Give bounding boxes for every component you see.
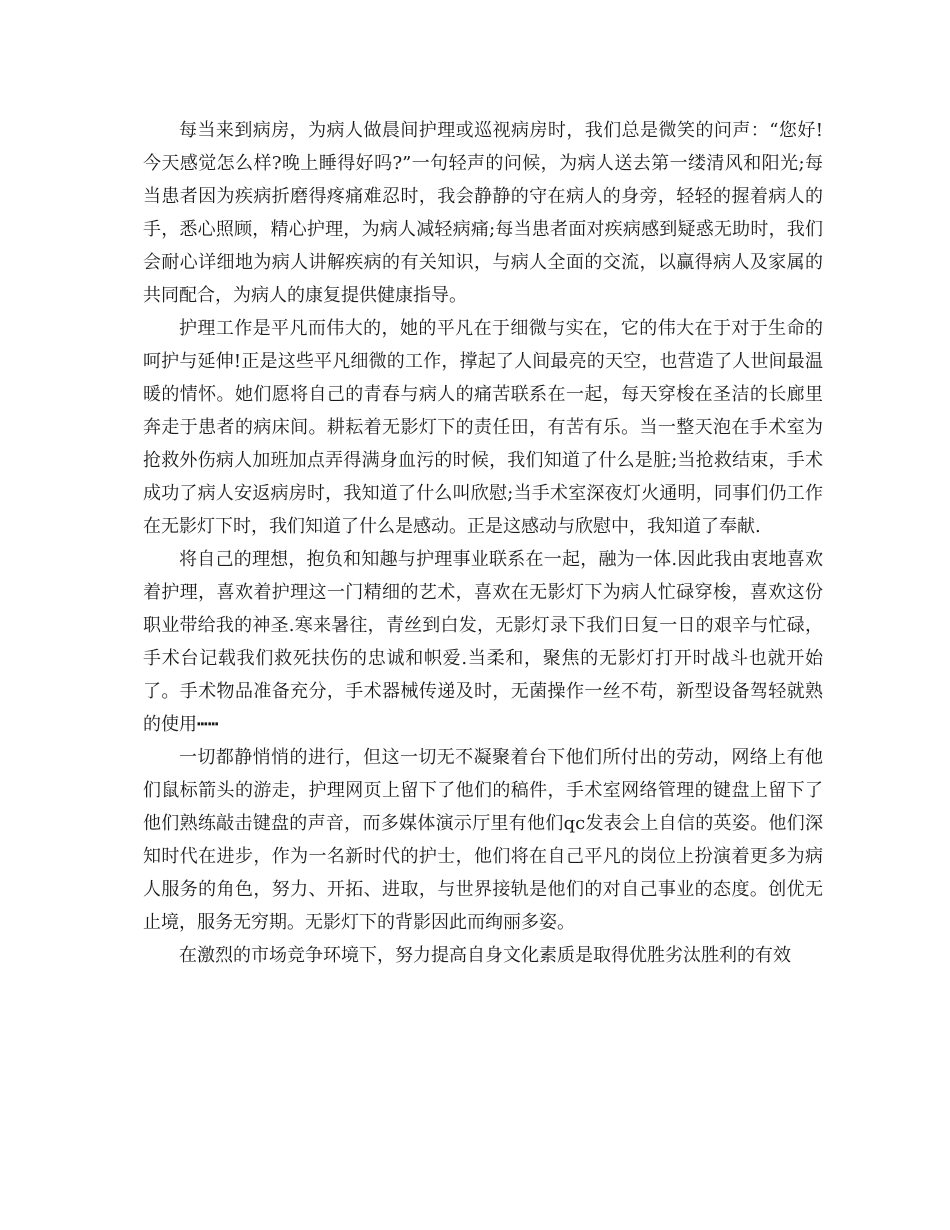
paragraph-2: 护理工作是平凡而伟大的，她的平凡在于细微与实在，它的伟大在于对于生命的呵护与延伸!正是这些平凡细微的工作，撑起了人间最亮的天空，也营造了人世间最温暖的情怀。她们愿将自己的青春与病人的痛苦联系在一起，每天穿梭在圣洁的长廊里奔走于患者的病床间。耕耘着无影灯下的责任田，有苦有乐。当一整天泡在手术室为抢救外伤病人加班加点弄得满身血污的时候，我们知道了什么是脏;当抢救结束，手术成功了病人安返病房时，我知道了什么叫欣慰;当手术室深夜灯火通明，同事们仍工作在无影灯下时，我们知道了什么是感动。正是这感动与欣慰中，我知道了奉献. [143, 318, 823, 537]
paragraph-5: 在激烈的市场竞争环境下，努力提高自身文化素质是取得优胜劣汰胜利的有效 [179, 945, 791, 966]
document-page [143, 114, 823, 972]
paragraph-1: 每当来到病房，为病人做晨间护理或巡视病房时，我们总是微笑的问声：“您好!今天感觉怎么样?晚上睡得好吗?”一句轻声的问候，为病人送去第一缕清风和阳光;每当患者因为疾病折磨得疼痛难忍时，我会静静的守在病人的身旁，轻轻的握着病人的手，悉心照顾，精心护理，为病人减轻病痛;每当患者面对疾病感到疑惑无助时，我们会耐心详细地为病人讲解疾病的有关知识，与病人全面的交流，以赢得病人及家属的共同配合，为病人的康复提供健康指导。 [143, 120, 823, 306]
paragraph-4: 一切都静悄悄的进行，但这一切无不凝聚着台下他们所付出的劳动，网络上有他们鼠标箭头的游走，护理网页上留下了他们的稿件，手术室网络管理的键盘上留下了他们熟练敲击键盘的声音，而多媒体演示厅里有他们qc发表会上自信的英姿。他们深知时代在进步，作为一名新时代的护士，他们将在自己平凡的岗位上扮演着更多为病人服务的角色，努力、开拓、进取，与世界接轨是他们的对自己事业的态度。创优无止境，服务无穷期。无影灯下的背影因此而绚丽多姿。 [143, 747, 823, 933]
paragraph-3: 将自己的理想，抱负和知趣与护理事业联系在一起，融为一体.因此我由衷地喜欢着护理，喜欢着护理这一门精细的艺术，喜欢在无影灯下为病人忙碌穿梭，喜欢这份职业带给我的神圣.寒来暑往，青丝到白发，无影灯录下我们日复一日的艰辛与忙碌，手术台记载我们救死扶伤的忠诚和帜爱.当柔和，聚焦的无影灯打开时战斗也就开始了。手术物品准备充分，手术器械传递及时，无菌操作一丝不苟，新型设备驾轻就熟的使用┅┅ [143, 549, 823, 735]
